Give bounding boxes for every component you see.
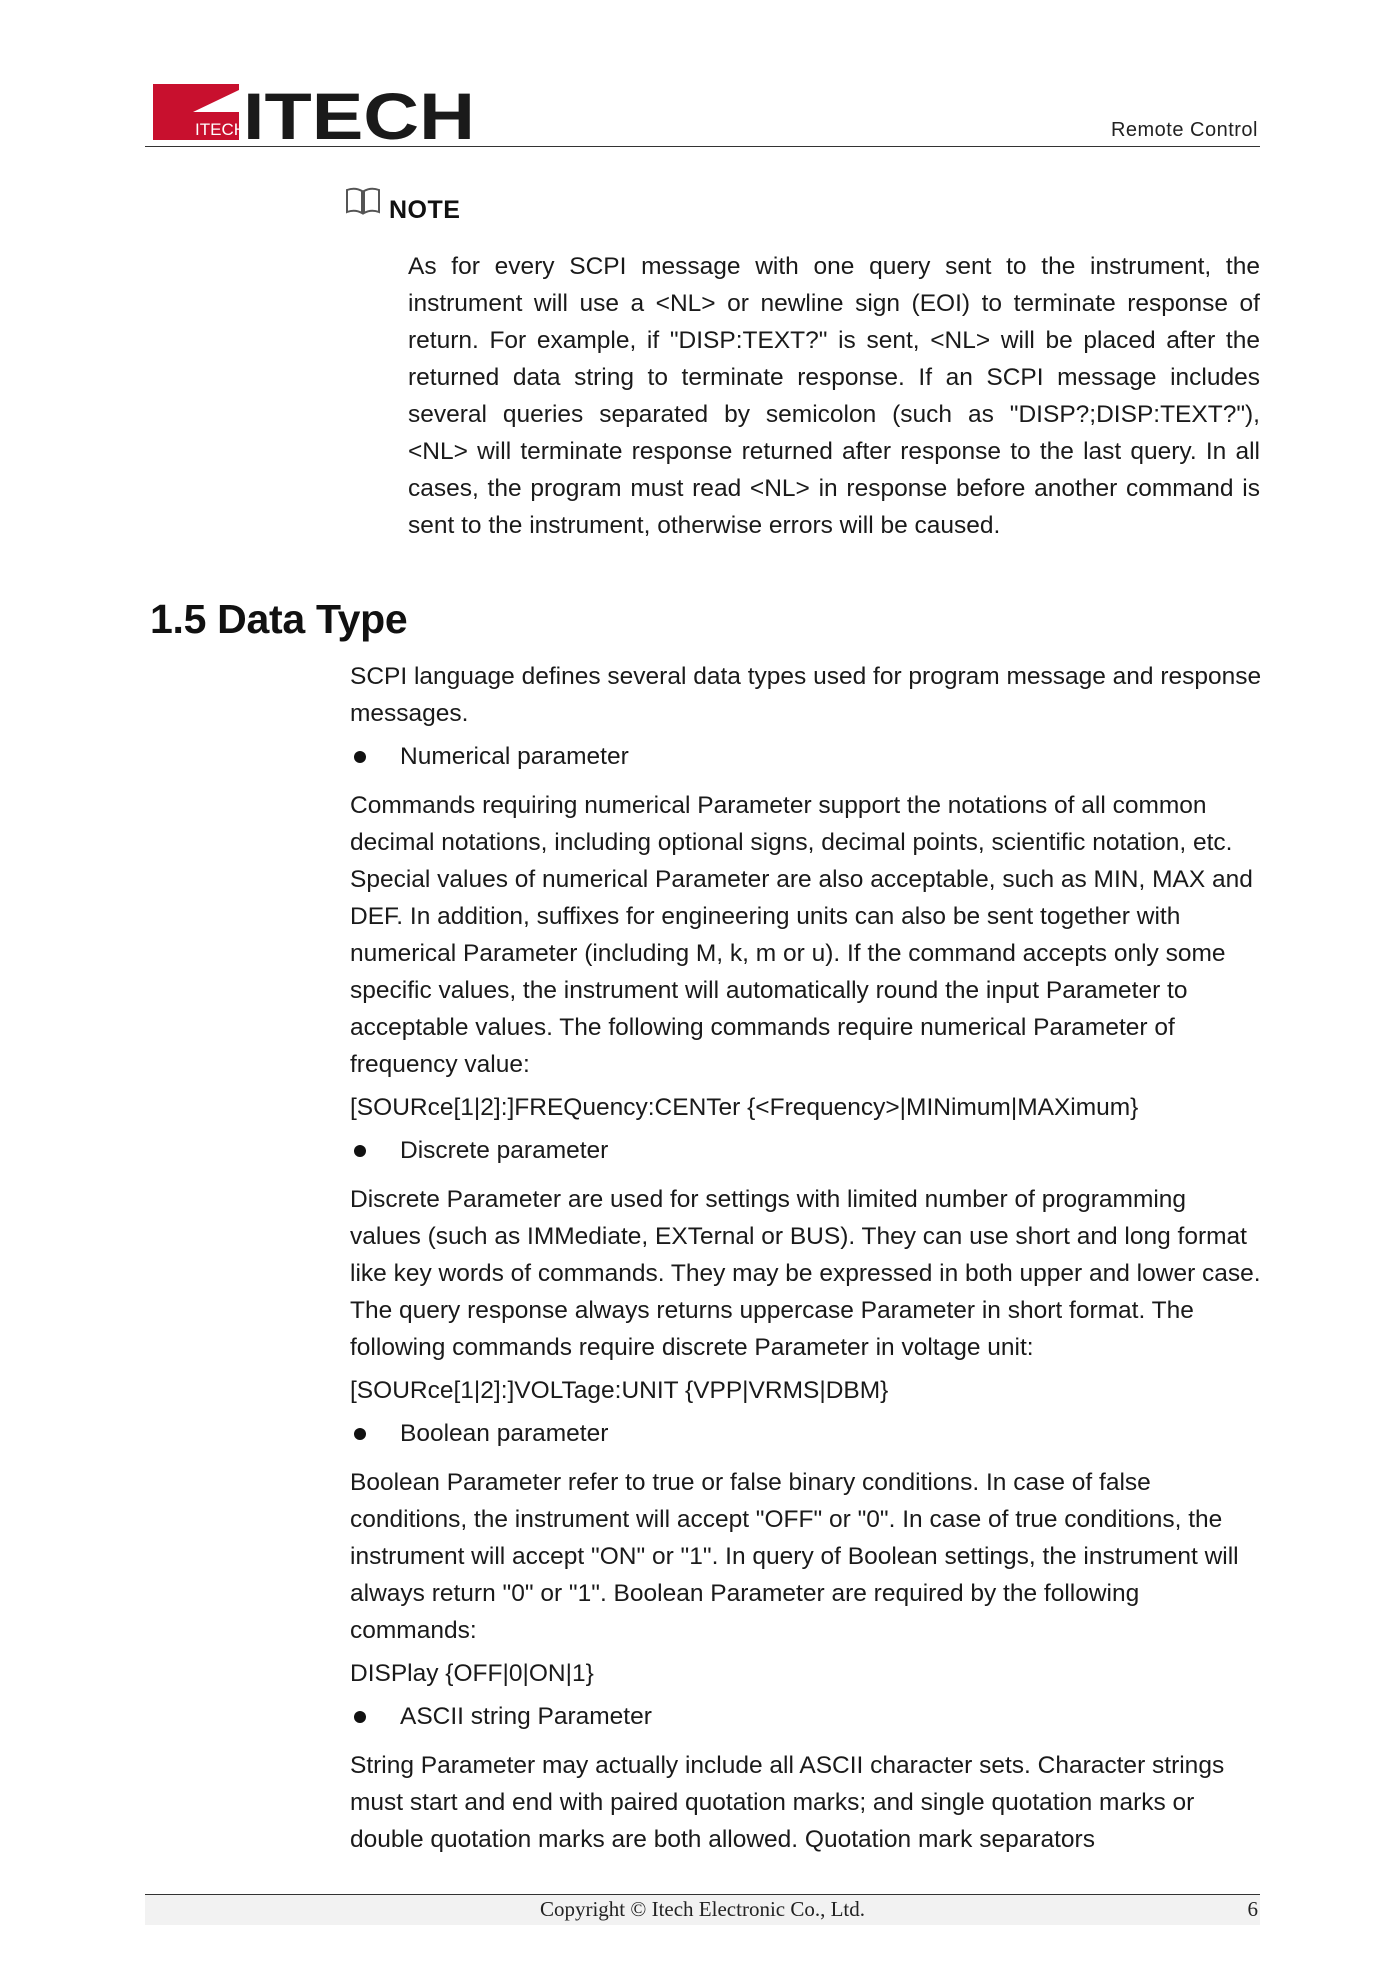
section-intro: SCPI language defines several data types used for program message and response messages. bbox=[350, 663, 1262, 727]
discrete-command: [SOURce[1|2]:]VOLTage:UNIT {VPP|VRMS|DBM} bbox=[350, 1377, 889, 1404]
footer-copyright: Copyright © Itech Electronic Co., Ltd. bbox=[539, 1897, 866, 1921]
numerical-command: [SOURce[1|2]:]FREQuency:CENTer {<Frequency>|MINimum|MAXimum} bbox=[350, 1094, 1139, 1121]
bullet-numerical bbox=[350, 738, 1262, 775]
bullet-dot bbox=[354, 1428, 366, 1440]
bullet-label: Discrete parameter bbox=[400, 1137, 609, 1164]
page-number: 6 bbox=[1247, 1897, 1258, 1921]
note-label: NOTE bbox=[389, 196, 461, 224]
header-section-label: Remote Control bbox=[1110, 119, 1258, 141]
discrete-description: Discrete Parameter are used for settings with limited number of programming values (such as IMMediate, EXTernal or BUS). They can use short and long format like key words of commands. They may be expressed in both upper and lower case. The query response always returns uppercase Parameter in short format. The following commands require discrete Parameter in voltage unit: bbox=[350, 1186, 1261, 1361]
bullet-label: Boolean parameter bbox=[400, 1420, 609, 1447]
logo-badge-text: ITECH bbox=[195, 120, 246, 139]
page-footer bbox=[145, 1894, 1260, 1925]
itech-logo bbox=[153, 82, 478, 142]
bullet-dot bbox=[354, 751, 366, 763]
page-header bbox=[145, 80, 1260, 147]
section-content bbox=[350, 658, 1262, 1864]
section-title: 1.5 Data Type bbox=[150, 596, 408, 642]
numerical-description: Commands requiring numerical Parameter support the notations of all common decimal notations, including optional signs, decimal points, scientific notation, etc. Special values of numerical Parameter are also acceptable, such as MIN, MAX and DEF. In addition, suffixes for engineering units can also be sent together with numerical Parameter (including M, k, m or u). If the command accepts only some specific values, the instrument will automatically round the input Parameter to acceptable values. The following commands require numerical Parameter of frequency value: bbox=[350, 792, 1253, 1078]
bullet-label: Numerical parameter bbox=[400, 743, 629, 770]
bullet-boolean bbox=[350, 1415, 1262, 1452]
book-icon bbox=[345, 186, 381, 216]
ascii-description: String Parameter may actually include all ASCII character sets. Character strings must start and end with paired quotation marks; and single quotation marks or double quotation marks are both allowed. Quotation mark separators bbox=[350, 1752, 1225, 1853]
boolean-description: Boolean Parameter refer to true or false binary conditions. In case of false conditions, the instrument will accept "OFF" or "0". In case of true conditions, the instrument will accept "ON" or "1". In query of Boolean settings, the instrument will always return "0" or "1". Boolean Parameter are required by the following commands: bbox=[350, 1469, 1239, 1644]
bullet-label: ASCII string Parameter bbox=[400, 1703, 652, 1730]
logo-wordmark: ITECH bbox=[243, 82, 475, 142]
bullet-ascii bbox=[350, 1698, 1262, 1735]
bullet-dot bbox=[354, 1145, 366, 1157]
boolean-command: DISPlay {OFF|0|ON|1} bbox=[350, 1660, 594, 1687]
bullet-discrete bbox=[350, 1132, 1262, 1169]
bullet-dot bbox=[354, 1711, 366, 1723]
note-text: As for every SCPI message with one query sent to the instrument, the instrument will use a <NL> or newline sign (EOI) to terminate response of return. For example, if "DISP:TEXT?" is sent, <NL> will be placed after the returned data string to terminate response. If an SCPI message includes several queries separated by semicolon (such as "DISP?;DISP:TEXT?"), <NL> will terminate response returned after response to the last query. In all cases, the program must read <NL> in response before another command is sent to the instrument, otherwise errors will be caused. bbox=[408, 253, 1260, 539]
